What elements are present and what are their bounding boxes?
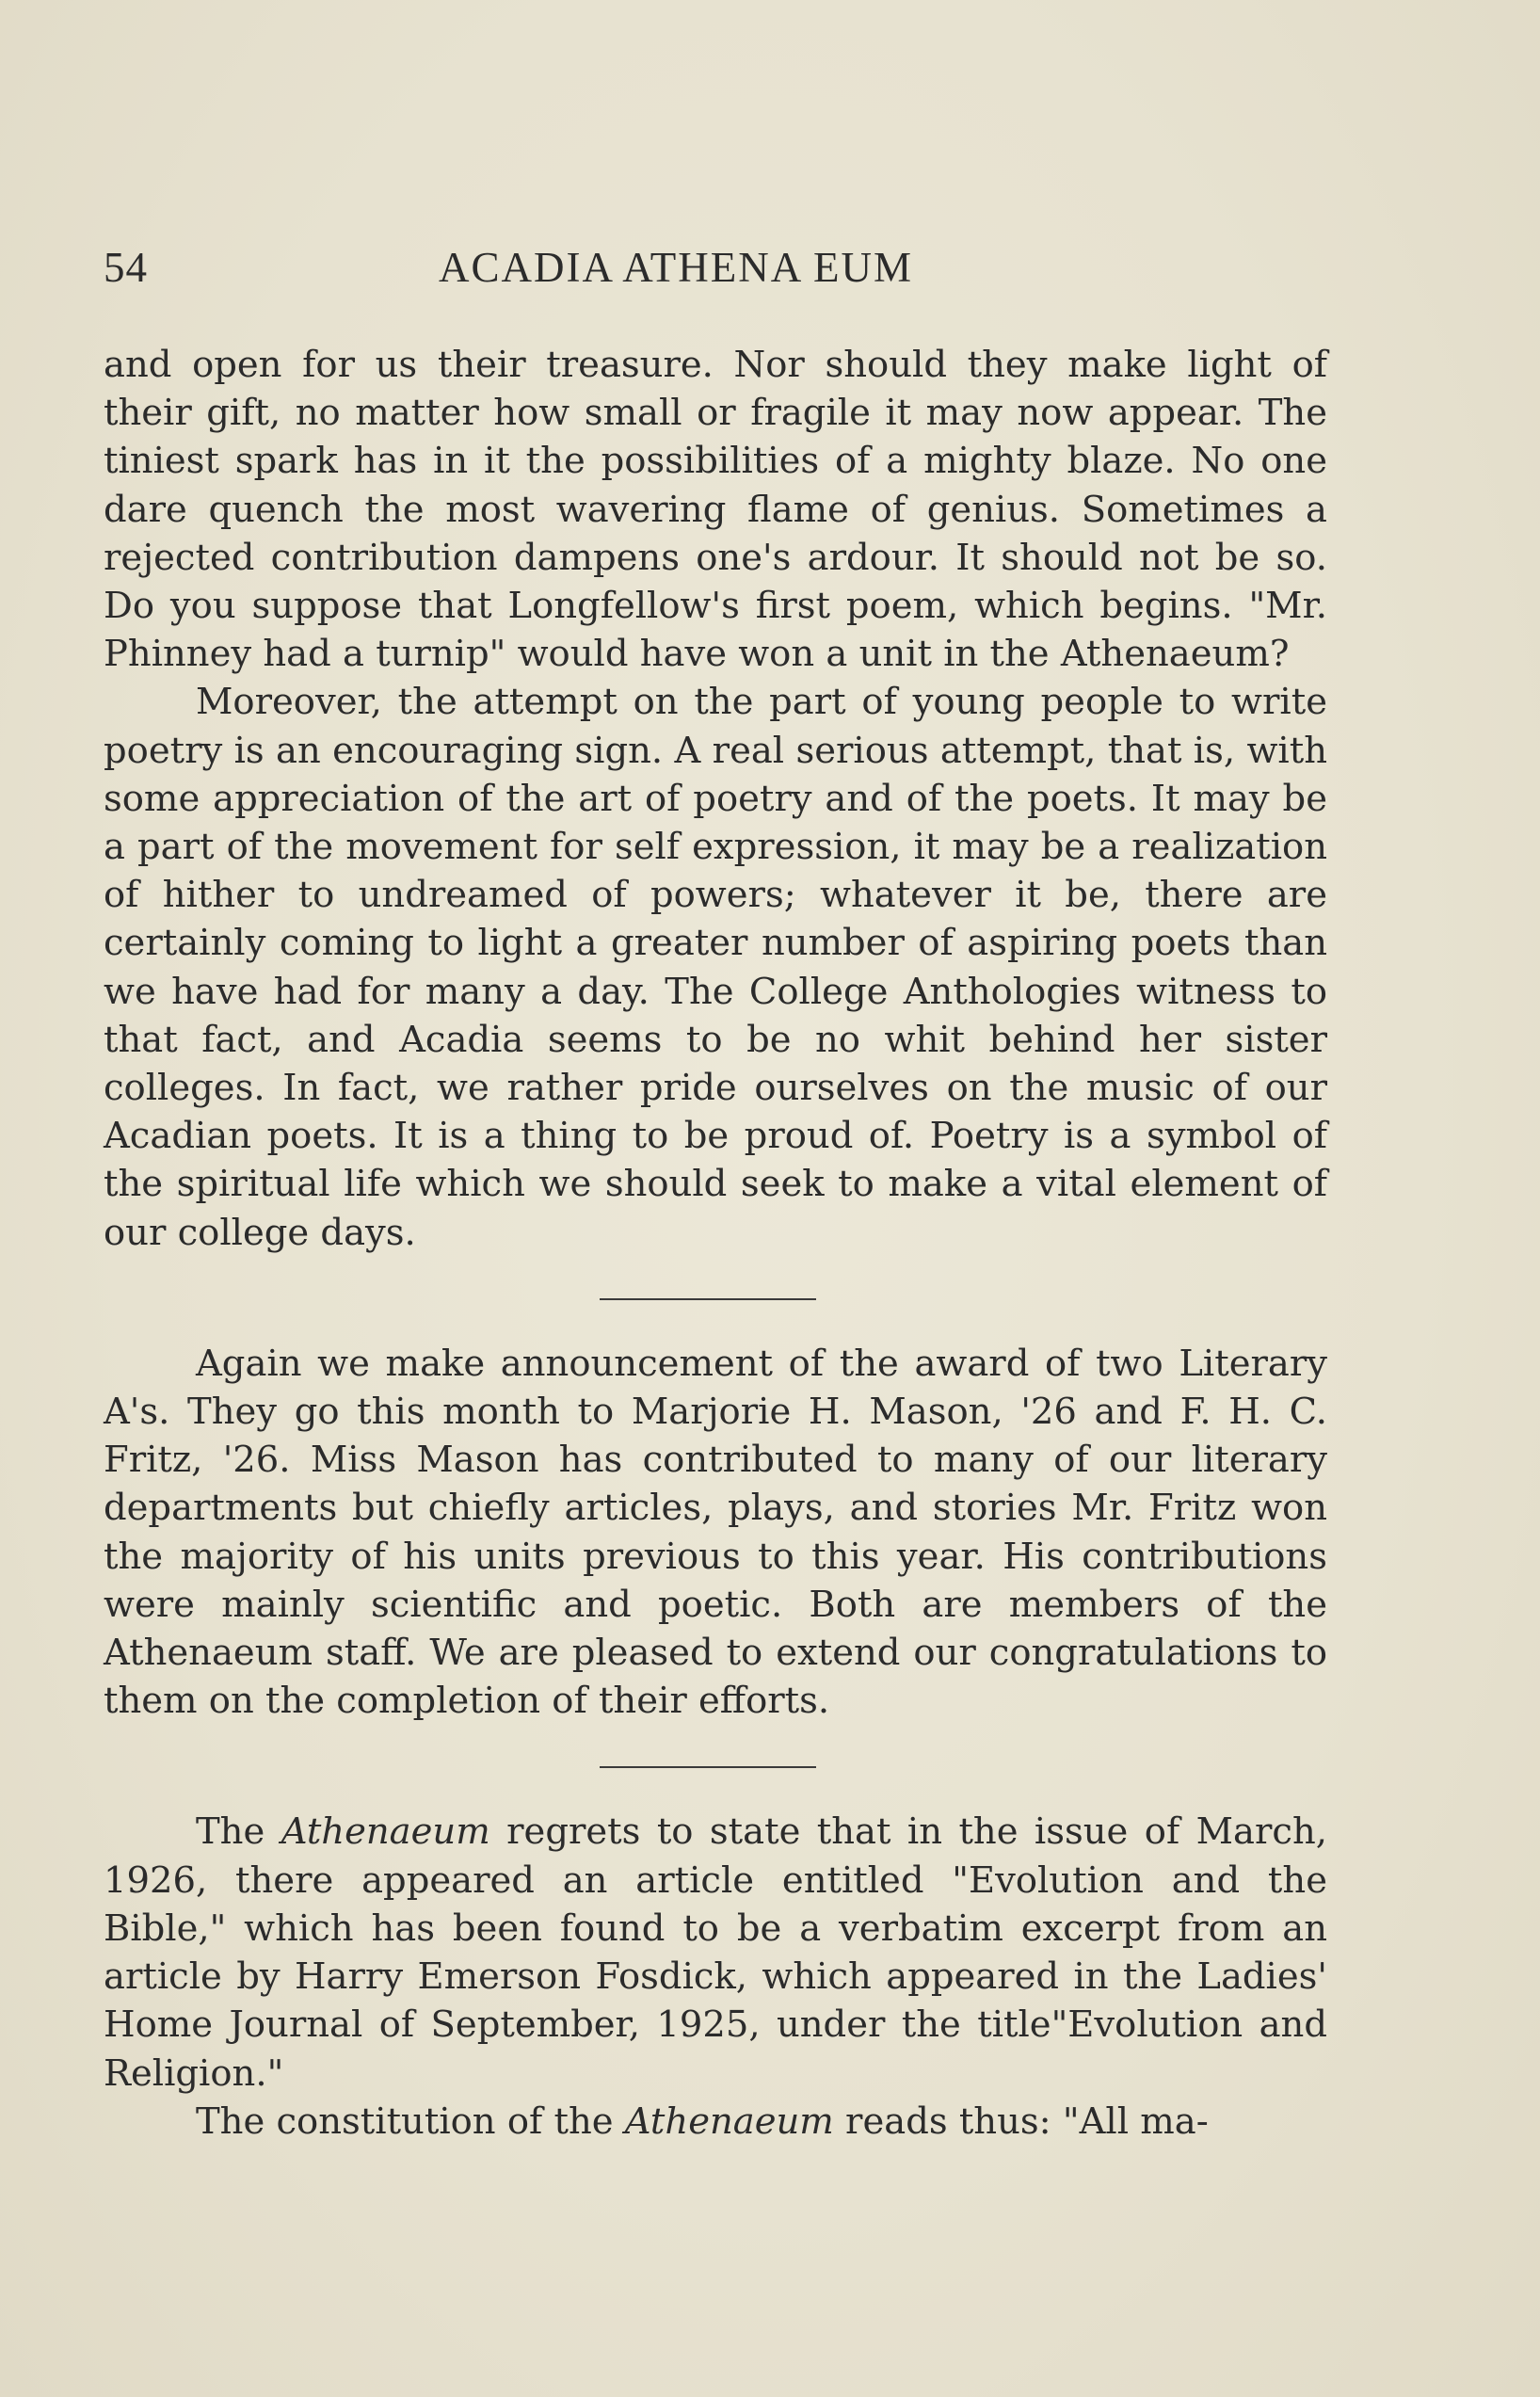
paragraph-4-text-end: regrets to state that in the issue of March, 1926, there appeared an article entitled "Evolution and the Bible," which has been found to be a verbatim excerpt from an article by Harry Emerson Fosdick, which appeared in the Ladies' Home Journal of September, 1925, under the title"Evolution and Religion.": [104, 1810, 1328, 2095]
paragraph-5-text-end: reads thus: "All ma-: [833, 2099, 1209, 2143]
athenaeum-title: Athenaeum: [281, 1810, 490, 1854]
running-title: ACADIA ATHENA EUM: [439, 244, 914, 291]
paragraph-5: [104, 2098, 1327, 2146]
paragraph-1: and open for us their treasure. Nor should they make light of their gift, no matter how small or fragile it may now appear. The tiniest spark has in it the possibilities of a mighty blaze. No one dare quench the most wavering flame of genius. Sometimes a rejected contribution dampens one's ardour. It should not be so. Do you suppose that Longfellow's first poem, which begins. "Mr. Phinney had a turnip" would have won a unit in the Athenaeum?: [104, 344, 1327, 676]
paragraph-4-text-start: The: [196, 1810, 281, 1854]
athenaeum-title: Athenaeum: [624, 2099, 834, 2143]
paragraph-2: Moreover, the attempt on the part of young people to write poetry is an encouraging sign. A real serious attempt, that is, with some appreciation of the art of poetry and of the poets. It may be a part of the movement for self expression, it may be a realization of hither to undreamed of powers; whatever it be, there are certainly coming to light a greater number of aspiring poets than we have had for many a day. The College Anthologies witness to that fact, and Acadia seems to be no whit behind her sister colleges. In fact, we rather pride ourselves on the music of our Acadian poets. It is a thing to be proud of. Poetry is a symbol of the spiritual life which we should seek to make a vital element of our college days.: [104, 681, 1327, 1254]
section-divider: [600, 1766, 816, 1768]
paragraph-3: Again we make announcement of the award of two Literary A's. They go this month to Marjorie H. Mason, '26 and F. H. C. Fritz, '26. Miss Mason has contributed to many of our literary departments but chiefly articles, plays, and stories Mr. Fritz won the majority of his units previous to this year. His contributions were mainly scientific and poetic. Both are members of the Athenaeum staff. We are pleased to extend our congratulations to them on the completion of their efforts.: [104, 1342, 1327, 1723]
body-text: [104, 341, 1327, 2146]
paragraph-5-text-start: The constitution of the: [196, 2099, 625, 2143]
section-divider: [600, 1298, 816, 1300]
page-number: 54: [104, 244, 148, 291]
page-header: [104, 243, 1327, 299]
paragraph-4: [104, 1808, 1327, 2097]
